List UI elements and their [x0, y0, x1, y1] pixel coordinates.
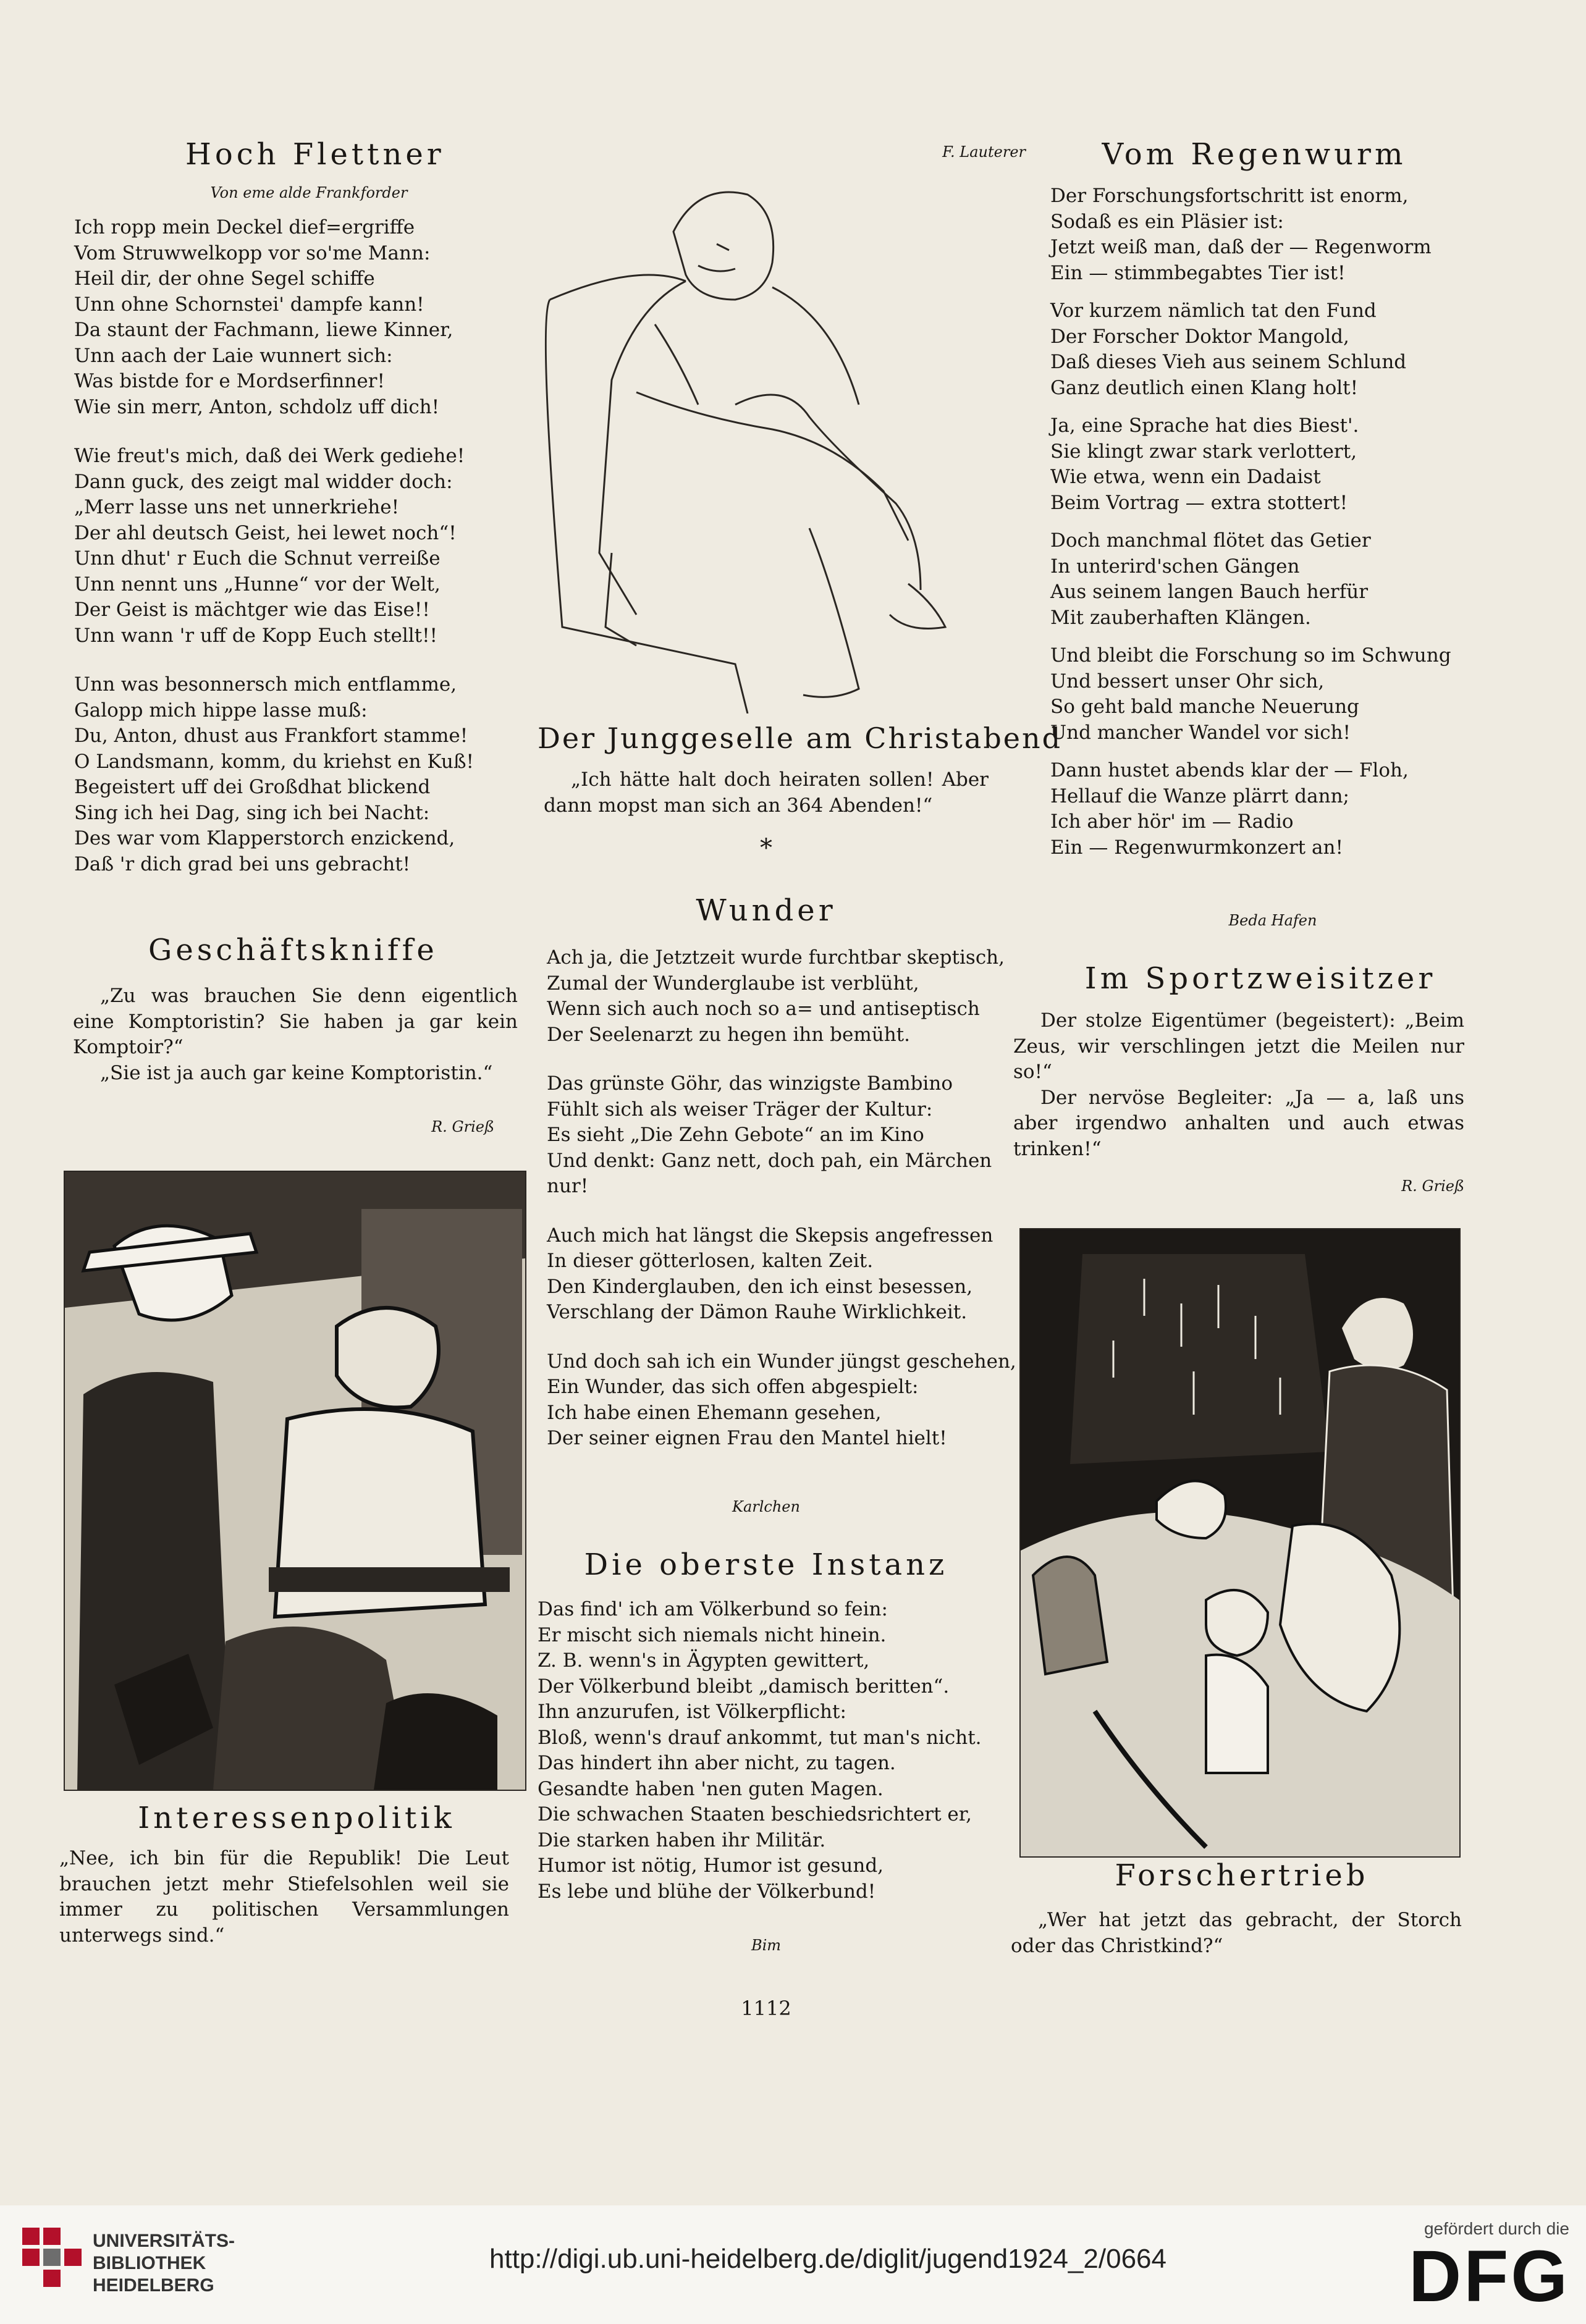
poem-line: Der Forschungsfortschritt ist enorm,	[1050, 185, 1409, 207]
poem-line: Verschlang der Dämon Rauhe Wirklichkeit.	[547, 1301, 968, 1323]
paragraph: „Sie ist ja auch gar keine Komptoristin.“	[100, 1061, 493, 1084]
poem-line: Und denkt: Ganz nett, doch pah, ein Märchen	[547, 1149, 992, 1172]
wunder-title: Wunder	[696, 893, 837, 928]
poem-line: In dieser götterlosen, kalten Zeit.	[547, 1250, 874, 1272]
poem-line: Vom Struwwelkopp vor so'me Mann:	[74, 242, 431, 264]
poem-line: Dann hustet abends klar der — Floh,	[1050, 759, 1409, 781]
paragraph: „Nee, ich bin für die Republik! Die Leut brauchen jetzt mehr Stiefelsohlen weil sie immer zu politischen Versammlungen unterwegs sind.“	[59, 1847, 509, 1947]
junggeselle-text	[544, 767, 989, 819]
stanza	[1050, 413, 1508, 516]
poem-line: Des war vom Klapperstorch enzickend,	[74, 827, 455, 849]
poem-line: Gesandte haben 'nen guten Magen.	[538, 1777, 884, 1800]
stanza	[547, 1223, 992, 1326]
poem-line: Beim Vortrag — extra stottert!	[1050, 491, 1348, 514]
instanz-poem	[538, 1597, 995, 1905]
poem-line: Wie etwa, wenn ein Dadaist	[1050, 466, 1321, 488]
geschaeftskniffe-author: R. Grieß	[431, 1118, 494, 1135]
poem-line: Wenn sich auch noch so a= und antiseptisch	[547, 998, 980, 1020]
poem-line: Und mancher Wandel vor sich!	[1050, 721, 1351, 744]
junggeselle-title: Der Junggeselle am Christabend	[538, 722, 1063, 755]
separator-star: *	[760, 834, 772, 862]
paragraph: „Ich hätte halt doch heiraten sollen! Aber dann mopst man sich an 364 Abenden!“	[544, 768, 989, 817]
stanza	[74, 215, 519, 420]
poem-line: Bloß, wenn's drauf ankommt, tut man's nicht.	[538, 1726, 982, 1749]
funded-by-label: gefördert durch die	[1424, 2219, 1569, 2238]
poem-line: Sie klingt zwar stark verlottert,	[1050, 440, 1357, 463]
poem-line: Ich ropp mein Deckel dief=ergriffe	[74, 216, 415, 238]
regenwurm-author: Beda Hafen	[1228, 912, 1317, 929]
library-line: UNIVERSITÄTS-	[93, 2231, 235, 2251]
poem-line: Ganz deutlich einen Klang holt!	[1050, 376, 1359, 399]
poem-line: Galopp mich hippe lasse muß:	[74, 699, 368, 722]
poem-line: Der seiner eignen Frau den Mantel hielt!	[547, 1427, 947, 1449]
poem-line: Wie freut's mich, daß dei Werk gediehe!	[74, 445, 465, 467]
wunder-poem	[547, 945, 1016, 1475]
sportzweisitzer-author: R. Grieß	[1401, 1177, 1464, 1195]
poem-line: Ich aber hör' im — Radio	[1050, 810, 1294, 833]
stanza	[547, 1071, 992, 1200]
illustration-artist: F. Lauterer	[942, 143, 1026, 161]
sportzweisitzer-text	[1013, 1008, 1464, 1162]
poem-line: Doch manchmal flötet das Getier	[1050, 529, 1371, 552]
poem-line: Was bistde for e Mordserfinner!	[74, 370, 385, 392]
poem-line: Hellauf die Wanze plärrt dann;	[1050, 785, 1349, 807]
stanza	[547, 945, 1005, 1048]
poem-line: Ach ja, die Jetztzeit wurde furchtbar skeptisch,	[547, 946, 1005, 969]
paragraph: Der stolze Eigentümer (begeistert): „Beim Zeus, wir verschlingen jetzt die Meilen nur so!“	[1013, 1009, 1464, 1083]
stanza	[74, 444, 519, 649]
poem-line: Und bleibt die Forschung so im Schwung	[1050, 644, 1451, 667]
poem-line: Das find' ich am Völkerbund so fein:	[538, 1598, 888, 1620]
poem-line: Es sieht „Die Zehn Gebote“ an im Kino	[547, 1124, 924, 1146]
poem-line: Ja, eine Sprache hat dies Biest'.	[1050, 415, 1359, 437]
poem-line: Der Völkerbund bleibt „damisch beritten“.	[538, 1675, 950, 1698]
poem-line: „Merr lasse uns net unnerkriehe!	[74, 496, 400, 518]
library-name	[93, 2230, 235, 2297]
forschertrieb-text	[1011, 1908, 1462, 1959]
interessenpolitik-text	[59, 1846, 509, 1948]
poem-line: Er mischt sich niemals nicht hinein.	[538, 1623, 887, 1646]
poem-line: Wie sin merr, Anton, schdolz uff dich!	[74, 395, 440, 418]
seated-man-illustration	[513, 158, 976, 714]
geschaeftskniffe-text	[73, 983, 518, 1086]
poem-line: Z. B. wenn's in Ägypten gewittert,	[538, 1649, 870, 1672]
poem-line: Das grünste Göhr, das winzigste Bambino	[547, 1072, 953, 1095]
library-line: BIBLIOTHEK	[93, 2253, 206, 2273]
hoch-flettner-subtitle: Von eme alde Frankforder	[210, 184, 408, 201]
poem-line: Das hindert ihn aber nicht, zu tagen.	[538, 1752, 896, 1774]
stanza	[74, 672, 519, 877]
poem-line: Zumal der Wunderglaube ist verblüht,	[547, 972, 919, 995]
poem-line: Die schwachen Staaten beschiedsrichtert er,	[538, 1803, 972, 1825]
interessenpolitik-title: Interessenpolitik	[138, 1801, 455, 1835]
hoch-flettner-poem	[74, 215, 519, 901]
geschaeftskniffe-title: Geschäftskniffe	[148, 933, 438, 967]
wunder-author: Karlchen	[732, 1498, 800, 1515]
source-url-link[interactable]: http://digi.ub.uni-heidelberg.de/diglit/jugend1924_2/0664	[489, 2244, 1166, 2274]
poem-line: Unn aach der Laie wunnert sich:	[74, 344, 393, 367]
poem-line: Daß 'r dich grad bei uns gebracht!	[74, 853, 411, 875]
poem-line: Daß dieses Vieh aus seinem Schlund	[1050, 351, 1407, 373]
stanza	[1050, 298, 1508, 401]
stanza	[1050, 183, 1508, 286]
poem-line: Der Forscher Doktor Mangold,	[1050, 325, 1349, 348]
poem-line: Dann guck, des zeigt mal widder doch:	[74, 470, 453, 493]
forschertrieb-title: Forschertrieb	[1115, 1858, 1369, 1893]
christmas-children-illustration	[1019, 1228, 1461, 1858]
dfg-logo: DFG	[1409, 2236, 1571, 2317]
stanza	[1050, 528, 1508, 631]
poem-line: Und bessert unser Ohr sich,	[1050, 670, 1325, 693]
poem-line: Fühlt sich als weiser Träger der Kultur:	[547, 1098, 933, 1121]
poem-line: Ich habe einen Ehemann gesehen,	[547, 1401, 882, 1424]
page-number: 1112	[741, 1997, 791, 2020]
poem-line: Den Kinderglauben, den ich einst besessen,	[547, 1275, 973, 1298]
footer-bar	[0, 2205, 1586, 2324]
poem-line: Der Geist is mächtger wie das Eise!!	[74, 599, 430, 621]
poem-line: Heil dir, der ohne Segel schiffe	[74, 267, 375, 290]
poem-line: Unn ohne Schornstei' dampfe kann!	[74, 293, 424, 316]
paragraph: Der nervöse Begleiter: „Ja — a, laß uns aber irgendwo anhalten und auch etwas trinken!“	[1013, 1086, 1464, 1160]
poem-line: Auch mich hat längst die Skepsis angefressen	[547, 1224, 993, 1247]
poem-line: Und doch sah ich ein Wunder jüngst geschehen,	[547, 1350, 1016, 1373]
poem-line: Da staunt der Fachmann, liewe Kinner,	[74, 319, 453, 341]
poem-line: In unterird'schen Gängen	[1050, 555, 1300, 578]
regenwurm-poem	[1050, 183, 1508, 873]
poem-line: Ihn anzurufen, ist Völkerpflicht:	[538, 1701, 846, 1723]
instanz-author: Bim	[751, 1937, 782, 1954]
paragraph: „Zu was brauchen Sie denn eigentlich eine Komptoristin? Sie haben ja gar kein Komptoir?“	[73, 985, 518, 1058]
paragraph: „Wer hat jetzt das gebracht, der Storch oder das Christkind?“	[1011, 1909, 1462, 1957]
poem-line: Die starken haben ihr Militär.	[538, 1829, 826, 1851]
stanza	[547, 1349, 1016, 1452]
poem-line: Es lebe und blühe der Völkerbund!	[538, 1880, 876, 1903]
regenwurm-title: Vom Regenwurm	[1102, 137, 1407, 172]
hoch-flettner-title: Hoch Flettner	[185, 137, 445, 172]
poem-line: Unn wann 'r uff de Kopp Euch stellt!!	[74, 624, 438, 647]
poem-line: nur!	[547, 1175, 589, 1197]
poem-line: Jetzt weiß man, daß der — Regenworm	[1050, 236, 1432, 258]
poem-line: Unn nennt uns „Hunne“ vor der Welt,	[74, 573, 441, 596]
stanza	[1050, 758, 1508, 861]
shoemaker-drawing	[65, 1172, 525, 1790]
shoemaker-illustration	[64, 1171, 526, 1791]
library-line: HEIDELBERG	[93, 2275, 214, 2296]
instanz-title: Die oberste Instanz	[584, 1547, 948, 1582]
poem-line: Sodaß es ein Pläsier ist:	[1050, 210, 1284, 233]
seated-man-drawing	[513, 158, 976, 714]
poem-line: Unn dhut' r Euch die Schnut verreiße	[74, 547, 441, 570]
poem-line: Der Seelenarzt zu hegen ihn bemüht.	[547, 1023, 910, 1046]
poem-line: Sing ich hei Dag, sing ich bei Nacht:	[74, 801, 430, 824]
sportzweisitzer-title: Im Sportzweisitzer	[1084, 961, 1436, 996]
poem-line: Mit zauberhaften Klängen.	[1050, 606, 1311, 629]
poem-line: Der ahl deutsch Geist, hei lewet noch“!	[74, 521, 457, 544]
poem-line: Humor ist nötig, Humor ist gesund,	[538, 1855, 884, 1877]
library-logo-icon	[19, 2224, 86, 2298]
christmas-drawing	[1021, 1229, 1459, 1856]
poem-line: Du, Anton, dhust aus Frankfort stamme!	[74, 725, 468, 747]
poem-line: Vor kurzem nämlich tat den Fund	[1050, 300, 1377, 322]
poem-line: Ein — stimmbegabtes Tier ist!	[1050, 261, 1346, 284]
poem-line: So geht bald manche Neuerung	[1050, 696, 1359, 718]
stanza	[1050, 643, 1508, 746]
poem-line: Ein — Regenwurmkonzert an!	[1050, 836, 1343, 859]
stanza	[538, 1597, 995, 1905]
poem-line: Begeistert uff dei Großdhat blickend	[74, 776, 431, 798]
poem-line: Ein Wunder, das sich offen abgespielt:	[547, 1376, 919, 1398]
poem-line: Unn was besonnersch mich entflamme,	[74, 673, 457, 696]
poem-line: Aus seinem langen Bauch herfür	[1050, 581, 1369, 603]
poem-line: O Landsmann, komm, du kriehst en Kuß!	[74, 750, 475, 773]
